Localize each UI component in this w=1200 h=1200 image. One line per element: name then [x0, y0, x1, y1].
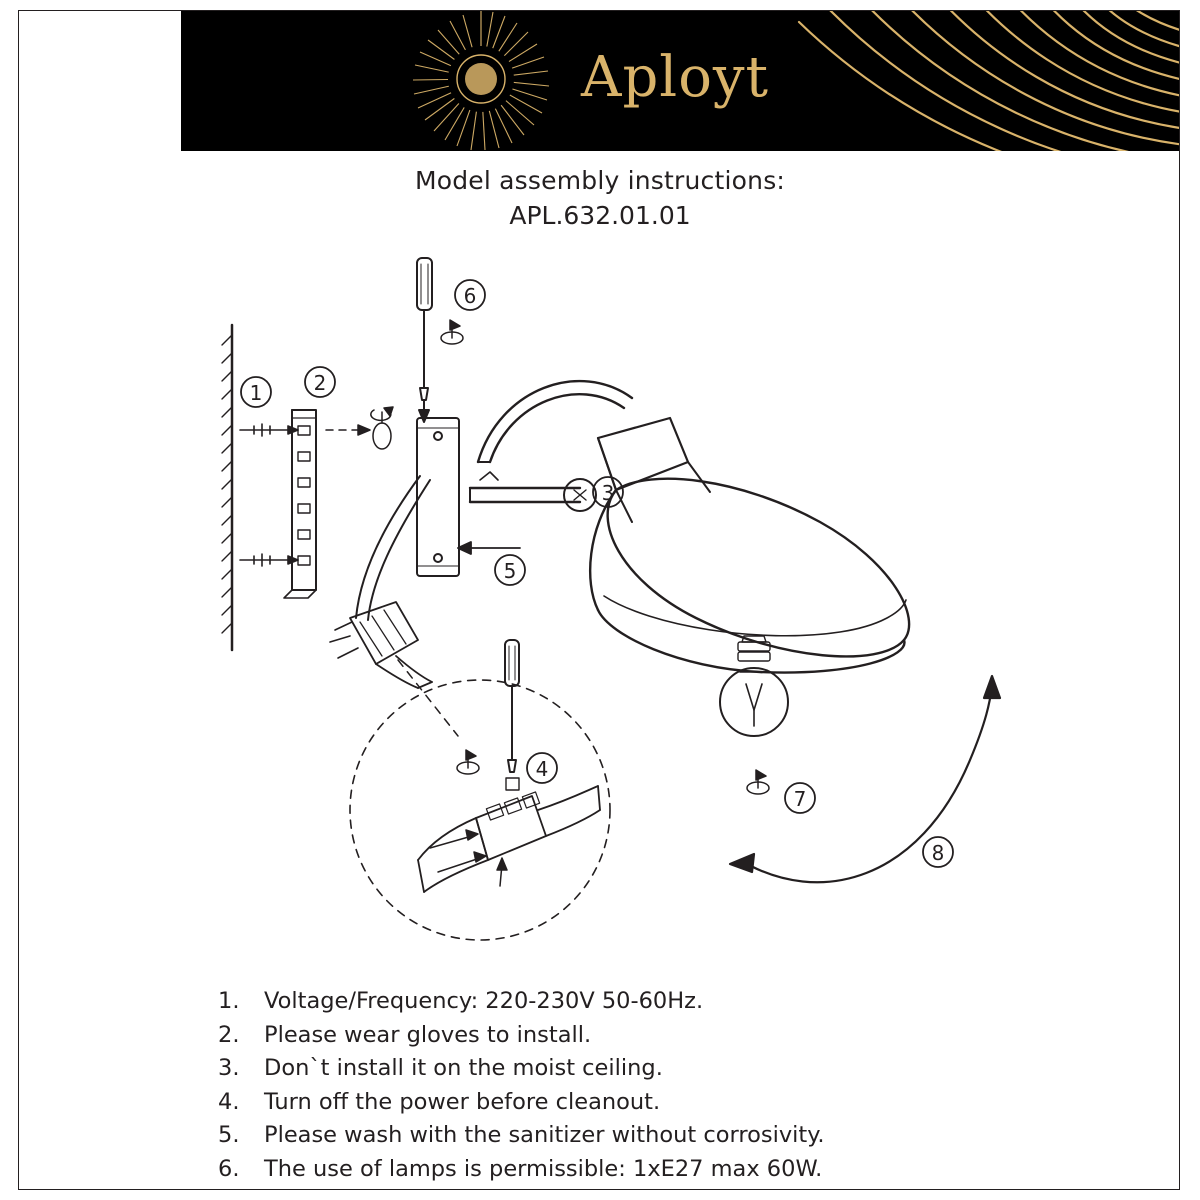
list-item [218, 1019, 1118, 1053]
brand-name: Aployt [581, 45, 770, 110]
step-number-6: 6 [463, 284, 477, 308]
note-number: 4. [218, 1088, 240, 1115]
step-number-7: 7 [793, 787, 807, 811]
screw-and-dowel [240, 424, 298, 566]
light-bulb [720, 636, 788, 736]
list-item [218, 1086, 1118, 1120]
note-text: Please wash with the sanitizer without corrosivity. [264, 1122, 825, 1148]
note-text: Voltage/Frequency: 220-230V 50-60Hz. [264, 988, 704, 1014]
shade-mount [598, 418, 710, 522]
note-number: 2. [218, 1021, 240, 1048]
adjust-arc-arrow [730, 676, 1000, 882]
list-item [218, 1153, 1118, 1187]
screwdriver-top [417, 258, 432, 422]
terminal-block-cluster [330, 602, 432, 688]
title-line-2: APL.632.01.01 [509, 201, 691, 230]
note-text: The use of lamps is permissible: 1xE27 max 60W. [264, 1155, 823, 1182]
safety-notes-list [218, 985, 1118, 1186]
note-text: Please wear gloves to install. [264, 1021, 592, 1048]
assembly-diagram [180, 240, 1040, 960]
note-number: 6. [218, 1155, 240, 1182]
brand-banner [181, 11, 1179, 151]
power-wire [356, 476, 430, 620]
note-text: Turn off the power before cleanout. [264, 1088, 661, 1115]
step-number-3: 3 [601, 481, 615, 505]
list-item [218, 1052, 1118, 1086]
note-text: Don`t install it on the moist ceiling. [264, 1055, 663, 1081]
title-line-1: Model assembly instructions: [414, 166, 786, 195]
step-number-8: 8 [931, 841, 945, 865]
assembly-diagram-svg [180, 240, 1040, 960]
step-number-4: 4 [535, 757, 549, 781]
step-badges [241, 280, 953, 867]
sunburst-logo-icon [381, 11, 581, 151]
note-number: 5. [218, 1122, 240, 1148]
screwdriver-detail [505, 640, 519, 790]
step-number-2: 2 [313, 371, 327, 395]
step-number-1: 1 [249, 381, 263, 405]
lamp-backplate [417, 418, 459, 576]
page-title [0, 166, 1200, 230]
fan-rays-icon [739, 11, 1179, 151]
lamp-shade [590, 479, 909, 673]
terminal-block-detail [418, 786, 600, 892]
list-item [218, 1119, 1118, 1153]
list-item [218, 985, 1118, 1019]
wall-surface [222, 325, 232, 650]
note-number: 1. [218, 988, 240, 1014]
note-number: 3. [218, 1055, 240, 1081]
step-number-5: 5 [503, 559, 517, 583]
mounting-bracket [284, 410, 316, 598]
